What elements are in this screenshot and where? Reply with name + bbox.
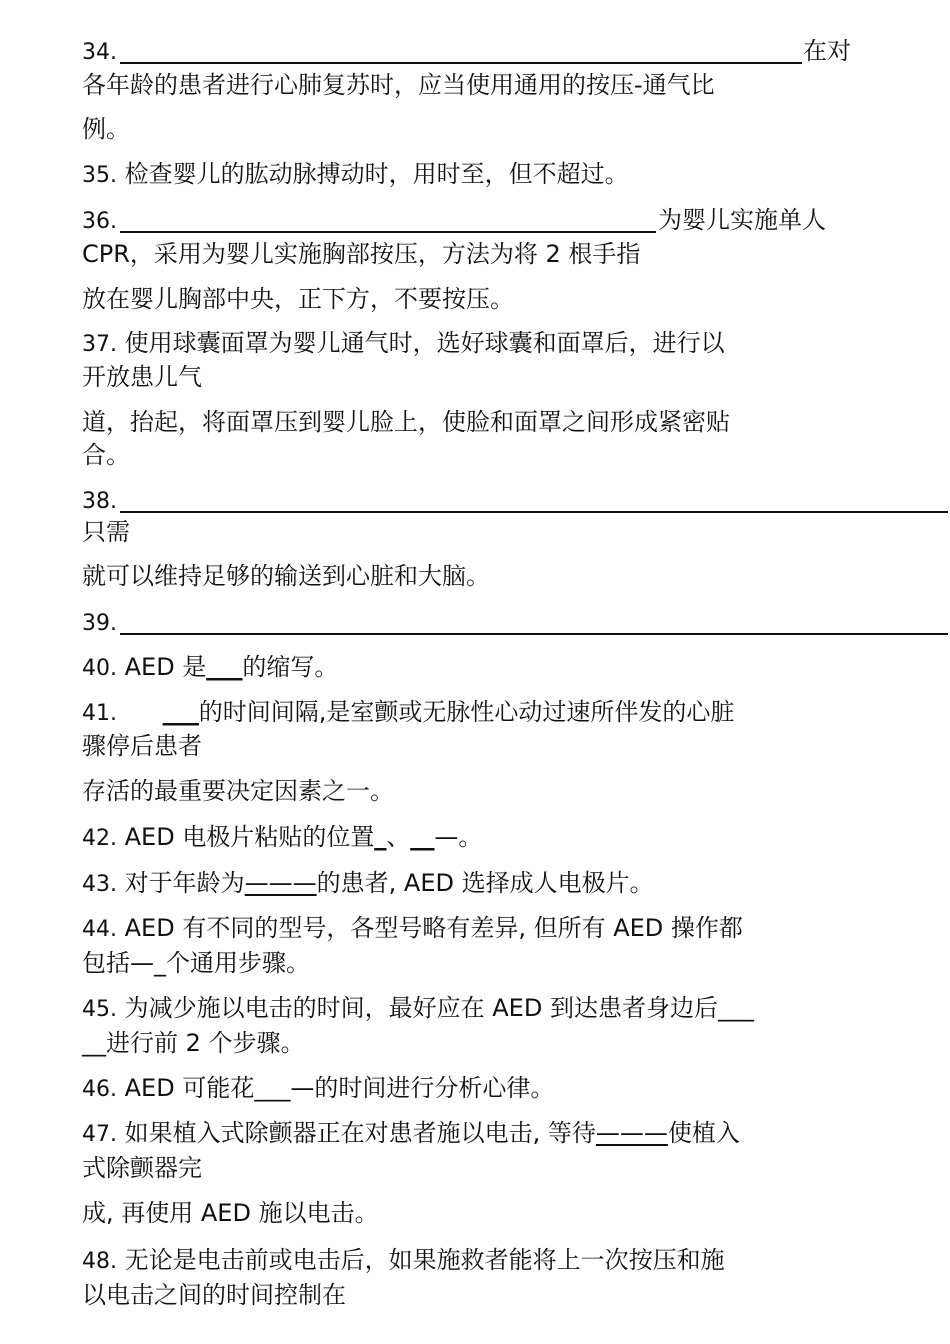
question-text: AED 电极片粘贴的位置 [117, 823, 375, 851]
text-line: 式除颤器完 [82, 1154, 202, 1182]
text-line: 只需 [82, 518, 130, 546]
question-number: 42. [82, 826, 117, 851]
answer-blank-line [120, 633, 948, 635]
question-text: 、 [386, 823, 411, 851]
question-number: 34. [82, 40, 117, 65]
question-number: 38. [82, 489, 117, 514]
question-text: 对于年龄为 [117, 869, 245, 897]
question-number: 45. [82, 997, 117, 1022]
question-43 [82, 868, 654, 900]
question-48 [82, 1245, 725, 1277]
text-line: 包括—_个通用步骤。 [82, 949, 310, 977]
answer-blank: ___ [206, 653, 243, 681]
question-number: 48. [82, 1249, 117, 1274]
question-number: 36. [82, 209, 117, 234]
question-40 [82, 652, 338, 684]
question-42 [82, 822, 482, 854]
question-number: 40. [82, 656, 117, 681]
question-number: 35. [82, 163, 117, 188]
answer-blank: ——— [595, 1119, 668, 1147]
question-text: 的时间间隔,是室颤或无脉性心动过速所伴发的心脏 [198, 698, 735, 726]
question-45 [82, 993, 754, 1025]
question-35 [82, 159, 629, 191]
question-38 [82, 485, 117, 517]
question-36-tail: 为婴儿实施单人 [658, 206, 826, 234]
answer-blank-line [120, 511, 948, 513]
text-line: 就可以维持足够的输送到心脏和大脑。 [82, 562, 490, 590]
question-39 [82, 607, 117, 639]
question-text: 的患者, AED 选择成人电极片。 [316, 869, 654, 897]
question-text: AED 是 [117, 653, 207, 681]
text-line: 各年龄的患者进行心肺复苏时，应当使用通用的按压-通气比 [82, 71, 715, 99]
question-number: 41. [82, 701, 117, 726]
answer-blank: _ [374, 823, 387, 851]
question-text: 使用球囊面罩为婴儿通气时，选好球囊和面罩后，进行以 [117, 329, 725, 357]
question-number: 39. [82, 611, 117, 636]
question-37 [82, 328, 725, 360]
question-36 [82, 205, 117, 237]
answer-blank: ___ [162, 698, 199, 726]
text-line: 骤停后患者 [82, 732, 202, 760]
question-number: 37. [82, 332, 117, 357]
question-number: 46. [82, 1077, 117, 1102]
question-number: 43. [82, 872, 117, 897]
text-line: 合。 [82, 441, 130, 469]
text-line: 以电击之间的时间控制在 [82, 1281, 346, 1309]
text-line: __进行前 2 个步骤。 [82, 1029, 305, 1057]
question-text: 无论是电击前或电击后，如果施救者能将上一次按压和施 [117, 1246, 725, 1274]
question-text: 的缩写。 [242, 653, 339, 681]
text-line: 放在婴儿胸部中央，正下方，不要按压。 [82, 285, 514, 313]
text-line: 成, 再使用 AED 施以电击。 [82, 1199, 379, 1227]
text-line: 存活的最重要决定因素之一。 [82, 777, 394, 805]
question-text: 如果植入式除颤器正在对患者施以电击, 等待 [117, 1119, 596, 1147]
question-text: 使植入 [667, 1119, 740, 1147]
question-46 [82, 1073, 554, 1105]
text-line: 例。 [82, 115, 130, 143]
question-number: 44. [82, 917, 117, 942]
answer-blank-line [120, 231, 656, 233]
text-line: 开放患儿气 [82, 363, 202, 391]
answer-blank: __ [410, 823, 435, 851]
question-44 [82, 913, 743, 945]
text-line: 道，抬起，将面罩压到婴儿脸上，使脸和面罩之间形成紧密贴 [82, 408, 730, 436]
indent [117, 698, 163, 726]
question-34 [82, 36, 117, 68]
question-41 [82, 697, 734, 729]
question-text: —。 [434, 823, 483, 851]
question-number: 47. [82, 1122, 117, 1147]
question-text: AED 可能花___—的时间进行分析心律。 [117, 1074, 555, 1102]
answer-blank: ——— [244, 869, 317, 897]
answer-blank-line [120, 62, 802, 64]
question-text: 检查婴儿的肱动脉搏动时，用时至，但不超过。 [117, 160, 629, 188]
question-47 [82, 1118, 740, 1150]
question-text: 为减少施以电击的时间，最好应在 AED 到达患者身边后___ [117, 994, 754, 1022]
text-line: CPR，采用为婴儿实施胸部按压，方法为将 2 根手指 [82, 240, 641, 268]
question-text: AED 有不同的型号，各型号略有差异, 但所有 AED 操作都 [117, 914, 743, 942]
question-34-tail: 在对 [803, 37, 851, 65]
